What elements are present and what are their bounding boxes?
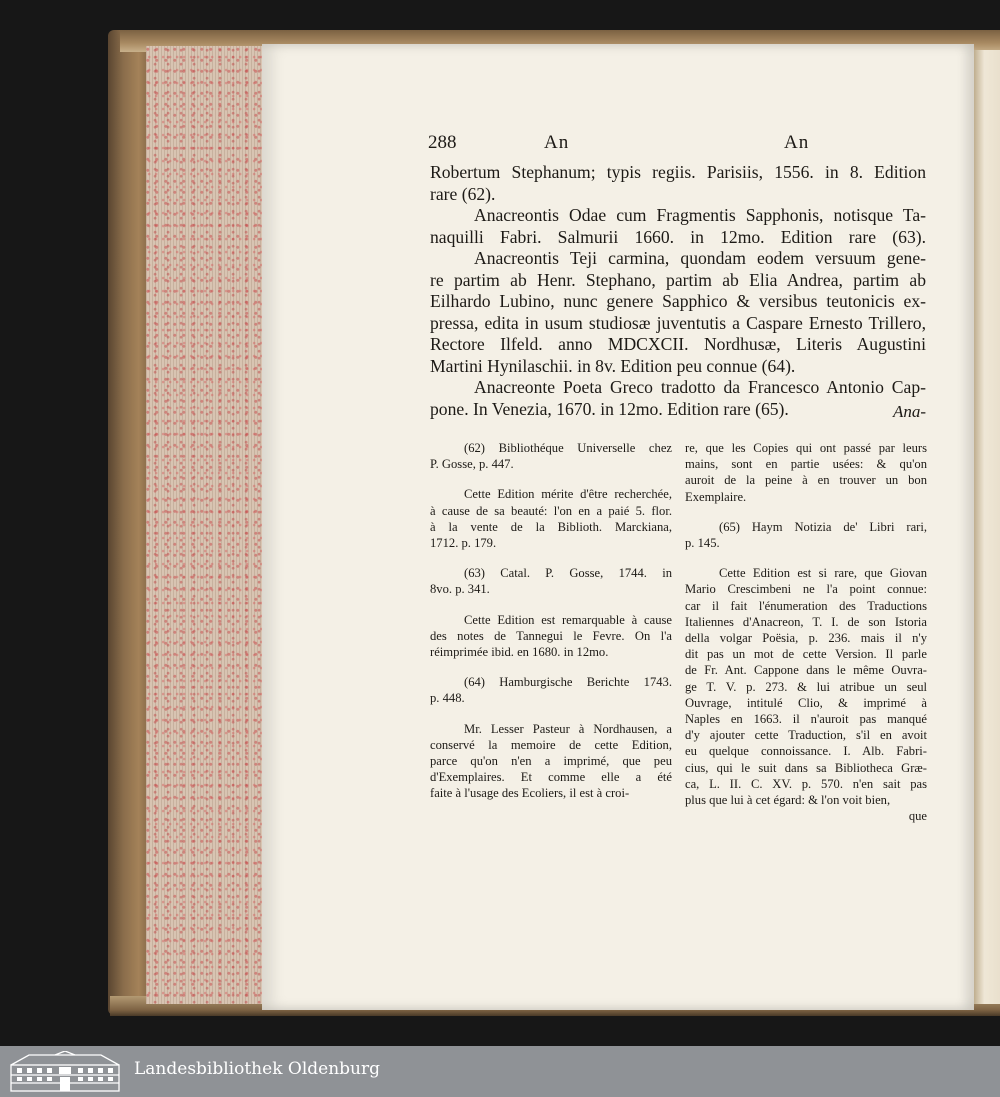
paragraph-gap <box>430 660 672 674</box>
footnote-line: faite à l'usage des Ecoliers, il est à croi- <box>430 786 630 801</box>
footnote-line: (65) Haym Notizia de' Libri rari, <box>719 519 927 534</box>
main-line: Anacreontis Teji carmina, quondam eodem versuum gene- <box>474 248 926 268</box>
footnote-line: à la vente de la Biblioth. Marckiana, <box>430 519 672 534</box>
footnote-line: réimprimée ibid. en 1680. in 12mo. <box>430 645 609 660</box>
footnote-line: (62) Bibliothéque Universelle chez <box>464 441 672 455</box>
catchword: Ana- <box>892 402 926 421</box>
footnote-line: des notes de Tannegui le Fevre. On l'a <box>430 628 672 643</box>
main-line: Rectore Ilfeld. anno MDCXCII. Nordhusæ, Literis Augustini <box>430 334 926 354</box>
running-title-right: An <box>784 132 810 153</box>
footnote-line: Ouvrage, intitulé Clio, & imprimé à <box>685 695 927 710</box>
footnote-line: car il fait l'énumeration des Traductions <box>685 598 927 613</box>
main-line: Anacreontis Odae cum Fragmentis Sapphonis, notisque Ta- <box>474 205 926 225</box>
paragraph-gap <box>430 707 672 721</box>
footnote-line: re, que les Copies qui ont passé par leurs <box>685 441 927 455</box>
footnote-line: Exemplaire. <box>685 489 747 504</box>
footnote-line: Cette Edition est si rare, que Giovan <box>719 566 927 581</box>
sprinkled-page-edges <box>146 46 262 1004</box>
footnote-line: 1712. p. 179. <box>430 536 497 551</box>
footnote-line: ca, L. II. C. XV. p. 570. n'en sait pas <box>685 776 927 791</box>
footnote-line: mains, sont en partie usées: & qu'on <box>685 457 927 472</box>
footnote-catchword: que <box>908 809 927 824</box>
footnote-line: plus que lui à cet égard: & l'on voit bien, <box>685 793 891 808</box>
footnote-line: d'Exemplaires. Et comme elle a été <box>430 770 672 785</box>
footnote-line: P. Gosse, p. 447. <box>430 457 514 472</box>
main-line: Anacreonte Poeta Greco tradotto da Francesco Antonio Cap- <box>474 377 926 397</box>
facing-page-edge <box>974 50 1000 1004</box>
footnote-line: Cette Edition mérite d'être recherchée, <box>464 487 672 502</box>
footnote-line: Naples en 1663. il n'auroit pas manqué <box>685 712 927 727</box>
footnote-line: (64) Hamburgische Berichte 1743. <box>464 675 672 690</box>
footnote-line: à cause de sa beauté: l'on en a paié 5. flor. <box>430 503 672 518</box>
main-line: Martini Hynilaschii. in 8v. Edition peu connue (64). <box>430 355 796 376</box>
library-building-icon <box>9 1051 121 1093</box>
footnote-line: (63) Catal. P. Gosse, 1744. in <box>464 566 672 581</box>
footnote-line: de Fr. Ant. Cappone dans le même Ouvra- <box>685 663 927 678</box>
footnote-line: d'y ajouter cette Traduction, s'il en avoit <box>685 728 927 743</box>
paragraph-gap <box>430 472 672 486</box>
main-line: Eilhardo Lubino, nunc genere Sapphico & versibus teutonicis ex- <box>430 291 926 311</box>
main-line: Robertum Stephanum; typis regiis. Parisiis, 1556. in 8. Edition <box>430 162 926 182</box>
footnote-line: conservé la memoire de cette Edition, <box>430 737 672 752</box>
paragraph-gap <box>430 598 672 612</box>
page-number: 288 <box>428 132 457 153</box>
main-line: pressa, edita in usum studiosæ juventutis a Caspare Ernesto Trillero, <box>430 312 926 333</box>
paragraph-gap <box>430 551 672 565</box>
footnotes-right-column <box>685 440 927 824</box>
footnote-line: ge T. V. p. 273. & lui atribue un seul <box>685 679 927 694</box>
main-line: re partim ab Henr. Stephano, partim ab Elia Andrea, partim ab <box>430 269 926 290</box>
library-name: Landesbibliothek Oldenburg <box>134 1059 381 1079</box>
paragraph-gap <box>685 551 927 565</box>
footnote-line: 8vo. p. 341. <box>430 582 490 597</box>
footnote-line: parce qu'on n'en a imprimé, que peu <box>430 754 672 769</box>
main-line: naquilli Fabri. Salmurii 1660. in 12mo. Edition rare (63). <box>430 226 926 247</box>
footnote-line: Italiennes d'Anacreon, T. I. de son Istoria <box>685 614 927 629</box>
main-line: rare (62). <box>430 183 496 204</box>
main-text <box>430 162 926 420</box>
library-footer-bar <box>0 1046 1000 1097</box>
paragraph-gap <box>685 505 927 519</box>
running-title-left: An <box>544 132 570 153</box>
footnote-line: cius, qui le suit dans sa Bibliotheca Græ- <box>685 760 927 775</box>
footnote-line: Mr. Lesser Pasteur à Nordhausen, a <box>464 721 672 736</box>
footnote-line: dit pas un mot de cette Version. Il parle <box>685 647 927 662</box>
footnotes-left-column <box>430 440 672 802</box>
footnote-line: eu quelque connoissance. I. Alb. Fabri- <box>685 744 927 759</box>
footnote-line: p. 145. <box>685 536 720 551</box>
footnote-line: della volgar Poësia, p. 236. mais il n'y <box>685 631 927 646</box>
running-header <box>428 132 828 158</box>
footnote-line: Cette Edition est remarquable à cause <box>464 612 672 627</box>
footnote-line: p. 448. <box>430 691 465 706</box>
footnote-line: auroit de la peine à en trouver un bon <box>685 473 927 488</box>
main-line: pone. In Venezia, 1670. in 12mo. Edition rare (65). <box>430 398 789 419</box>
footnote-line: Mario Crescimbeni ne l'a point connue: <box>685 582 927 597</box>
